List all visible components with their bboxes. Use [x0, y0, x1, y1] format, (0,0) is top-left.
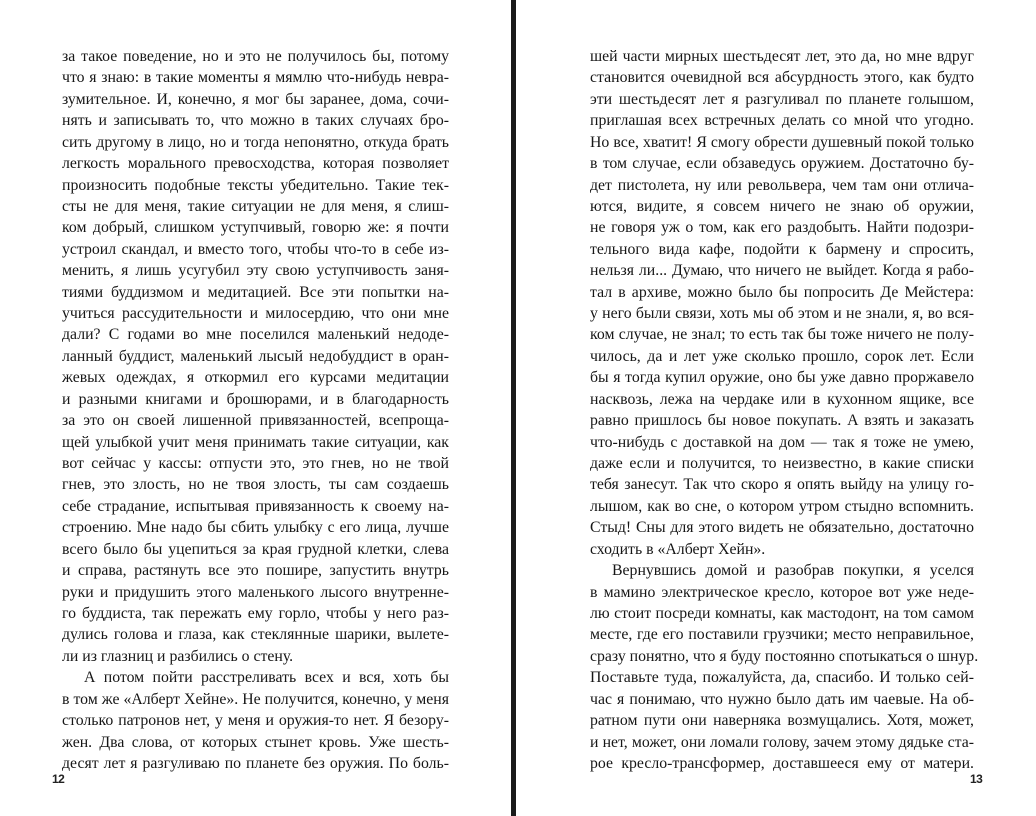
- text-line: нять и записывать то, что можно в таких случаях бро-: [62, 112, 449, 130]
- text-line: за такое поведение, но и это не получилось бы, потому: [62, 48, 449, 65]
- text-line: что-нибудь с доставкой на дом — так я тоже не умею,: [590, 433, 974, 451]
- page-gutter-divider: [511, 0, 516, 816]
- text-line: нельзя ли... Думаю, что ничего не выйдет. Когда я рабо-: [590, 262, 974, 280]
- text-line: и справа, растянуть все это пошире, запустить внутрь: [62, 562, 449, 580]
- text-line: жен. Два слова, от которых стынет кровь. Уже шесть-: [62, 733, 449, 751]
- text-line: столько патронов нет, у меня и оружия-то нет. Я безору-: [62, 712, 449, 730]
- text-line: бы я тогда купил оружие, оно бы уже давно проржавело: [590, 369, 974, 387]
- text-line: Но все, хватит! Я смогу обрести душевный покой только: [590, 133, 974, 151]
- text-line: Стыд! Сны для этого видеть не обязательно, достаточно: [590, 519, 974, 537]
- text-line: в мамино электрическое кресло, которое вот уже неде-: [590, 583, 974, 601]
- text-line: зумительное. И, конечно, я мог бы заранее, дома, сочи-: [62, 90, 449, 108]
- text-line: сразу понятно, что я буду постоянно спотыкаться о шнур.: [590, 647, 979, 665]
- text-line: не говоря уж о том, как его раздобыть. Найти подозри-: [590, 219, 974, 237]
- text-line: строению. Мне надо бы сбить улыбку с его лица, лучше: [62, 519, 449, 537]
- page-number-left: 12: [52, 772, 65, 786]
- text-line: А потом пойти расстреливать всех и вся, хоть бы: [84, 669, 449, 687]
- text-line: произносить подобные тексты убедительно. Такие тек-: [62, 176, 449, 194]
- text-line: тал в архиве, можно было бы попросить Де Мейстера:: [590, 283, 974, 301]
- text-line: приглашая всех встречных делать со мной что угодно.: [590, 112, 974, 130]
- text-line: менить, я лишь усугубил эту свою уступчивость заня-: [62, 262, 449, 280]
- text-line: равно пришлось бы новое покупать. А взять и заказать: [590, 412, 974, 430]
- text-line: гнев, это злость, но не твоя злость, ты сам создаешь: [62, 476, 449, 494]
- text-line: ются, видите, я совсем ничего не знаю об оружии,: [590, 197, 974, 215]
- text-line: ком добрый, слишком уступчивый, говорю же: я почти: [62, 219, 449, 237]
- text-line: лышом, как во сне, о котором утром стыдно вспомнить.: [590, 497, 974, 515]
- text-line: тельного вида кафе, подойти к бармену и спросить,: [590, 240, 974, 258]
- text-line: себе страдание, испытывая привязанность к своему на-: [62, 497, 449, 515]
- text-line: щей улыбкой учит меня принимать такие ситуации, как: [62, 433, 449, 451]
- text-line: го буддиста, так пережать ему горло, чтобы у него раз-: [62, 604, 449, 622]
- text-line: становится очевидной вся абсурдность этого, как будто: [590, 69, 974, 87]
- text-line: тиями буддизмом и медитацией. Все эти попытки на-: [62, 283, 449, 301]
- text-line: насквозь, лежа на чердаке или в кухонном ящике, все: [590, 390, 974, 408]
- text-line: учиться рассудительности и милосердию, что они мне: [62, 305, 449, 323]
- text-line: лю стоит посреди комнаты, как мастодонт, на том самом: [590, 604, 974, 622]
- text-line: и разными книгами и брошюрами, и в благодарность: [62, 390, 449, 408]
- text-line: месте, где его поставили грузчики; место неправильное,: [590, 626, 974, 644]
- text-line: дулись голова и глаза, как стеклянные шарики, вылете-: [62, 626, 449, 644]
- text-line: рое кресло-трансформер, доставшееся ему от матери.: [590, 754, 974, 772]
- text-line: сты не для меня, такие ситуации не для меня, я слиш-: [62, 197, 449, 215]
- page-number-right: 13: [970, 772, 983, 786]
- text-line: что я знаю: в такие моменты я мямлю что-нибудь невра-: [62, 69, 449, 87]
- text-line: шей части мирных шестьдесят лет, это да, но мне вдруг: [590, 48, 974, 65]
- text-line: Вернувшись домой и разобрав покупки, я уселся: [612, 562, 974, 580]
- text-line: дали? С годами во мне поселился маленький недоде-: [62, 326, 449, 344]
- text-line: дет пистолета, ну или револьвера, чем там они отлича-: [590, 176, 974, 194]
- text-line: легкость морального превосходства, которая позволяет: [62, 155, 449, 173]
- text-line: вот сейчас у кассы: отпусти это, это гнев, но не твой: [62, 455, 449, 473]
- text-line: устроил скандал, и вместо того, чтобы что-то в себе из-: [62, 240, 449, 258]
- text-line: в том случае, если обзаведусь оружием. Достаточно бу-: [590, 155, 974, 173]
- text-line: даже если и получится, то неизвестно, в какие списки: [590, 455, 974, 473]
- text-line: руки и придушить этого маленького лысого внутренне-: [62, 583, 449, 601]
- text-line: эти шестьдесят лет я разгуливал по планете голышом,: [590, 90, 974, 108]
- text-line: всего было бы уцепиться за края грудной клетки, слева: [62, 540, 449, 558]
- left-page-text: [62, 46, 449, 774]
- text-line: сить другому в лицо, но и тогда непонятно, откуда брать: [62, 133, 449, 151]
- text-line: жевых одеждах, я откормил его курсами медитации: [62, 369, 449, 387]
- text-line: в том же «Алберт Хейне». Не получится, конечно, у меня: [62, 690, 449, 708]
- text-line: за это он своей лишенной привязанностей, всепроща-: [62, 412, 449, 430]
- text-line: ком случае, не знал; то есть так бы тоже ничего не полу-: [590, 326, 974, 344]
- right-page-text: [590, 46, 979, 774]
- text-line: сходить в «Алберт Хейн».: [590, 540, 766, 558]
- text-line: десят лет я разгуливаю по планете без оружия. По боль-: [62, 754, 449, 772]
- text-line: час я понимаю, что нужно было дать им чаевые. На об-: [590, 690, 974, 708]
- text-line: ратном пути они наверняка возмущались. Хотя, может,: [590, 712, 974, 730]
- text-line: тебя занесут. Так что скоро я опять выйду на улицу го-: [590, 476, 974, 494]
- text-line: у него были связи, хоть мы об этом и не знали, я, во вся-: [590, 305, 974, 323]
- text-line: чилось, да и лет уже сколько прошло, сорок лет. Если: [590, 347, 974, 365]
- text-line: ли из глазниц и разбились о стену.: [62, 647, 294, 665]
- text-line: и нет, может, они ломали голову, зачем этому дядьке ста-: [590, 733, 974, 751]
- text-line: ланный буддист, маленький лысый недобуддист в оран-: [62, 347, 449, 365]
- text-line: Поставьте туда, пожалуйста, да, спасибо. И только сей-: [590, 669, 974, 687]
